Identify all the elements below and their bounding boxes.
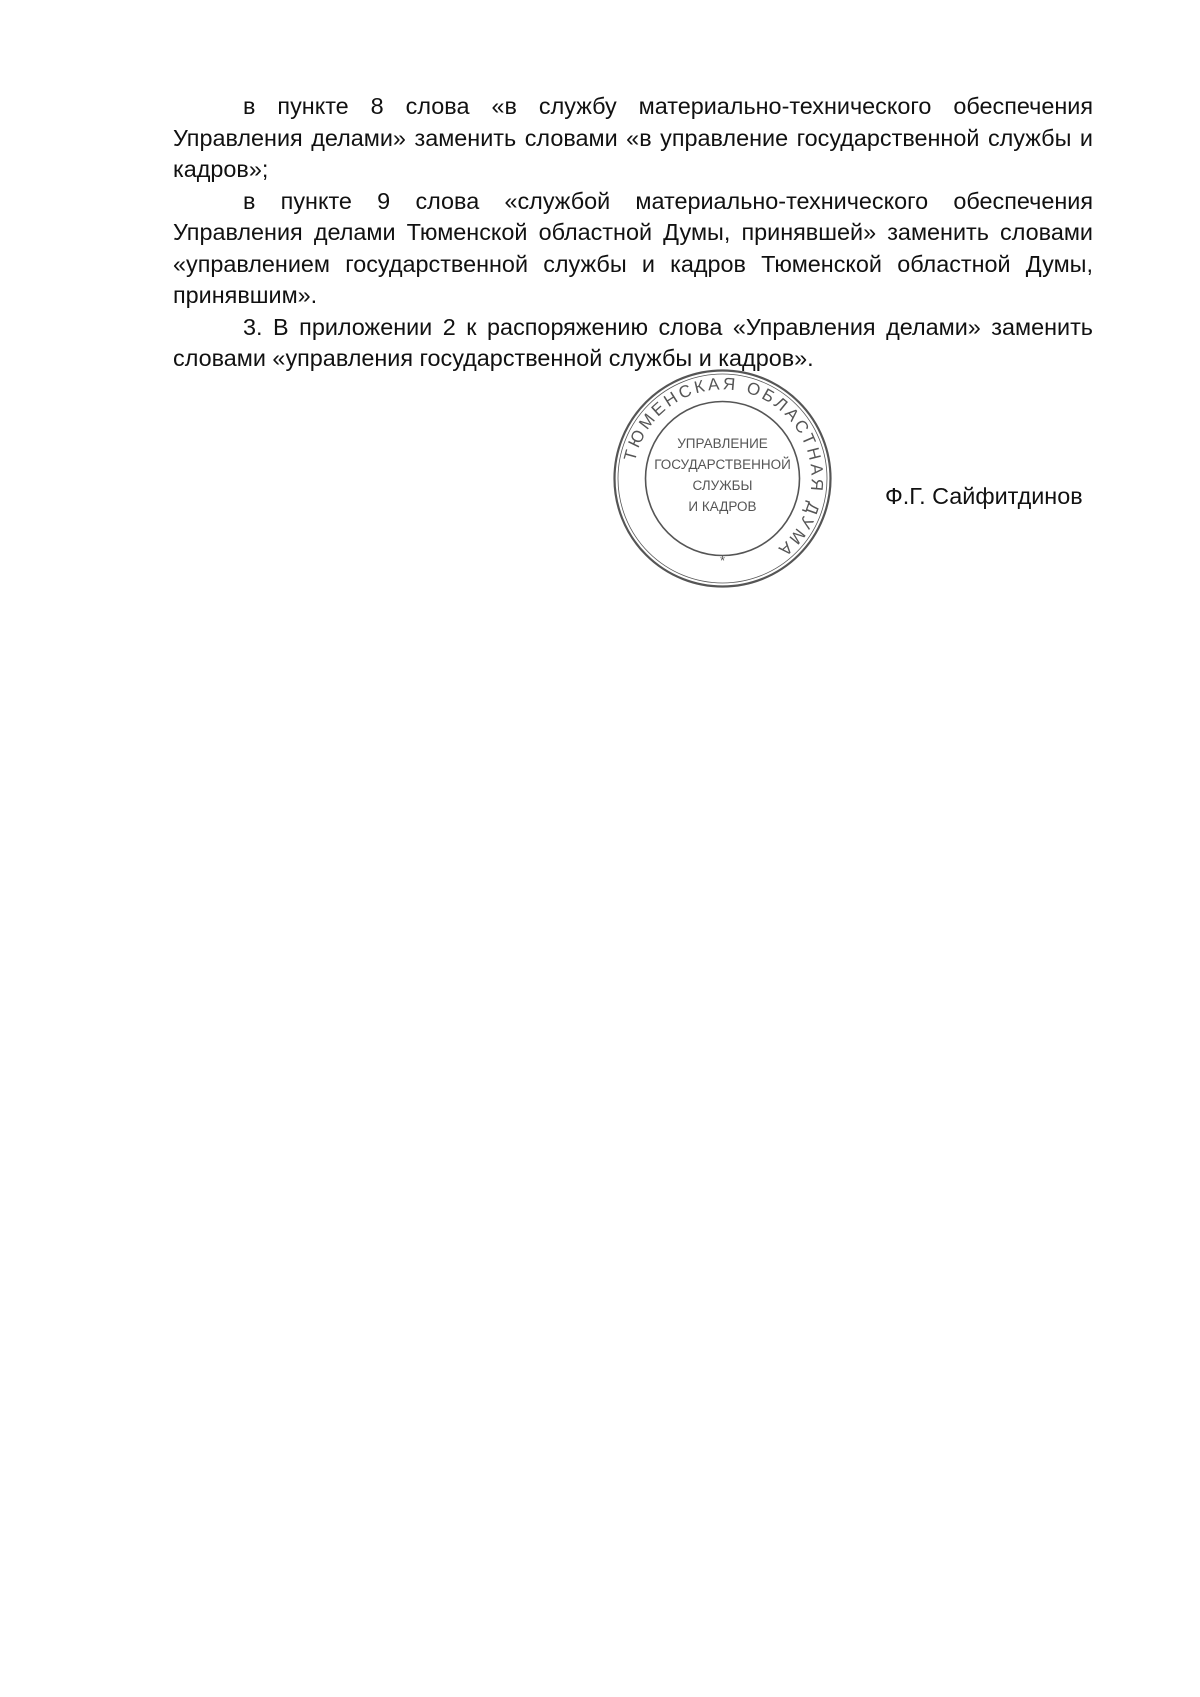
stamp-star: * bbox=[719, 553, 726, 568]
stamp-ring-text: ТЮМЕНСКАЯ ОБЛАСТНАЯ ДУМА bbox=[620, 374, 827, 562]
paragraph-point-8: в пункте 8 слова «в службу материально-технического обеспечения Управления делами» заменить словами «в управление государственной службы и кадров»; bbox=[173, 93, 1093, 182]
stamp-line-1: УПРАВЛЕНИЕ bbox=[677, 436, 768, 451]
stamp-line-2: ГОСУДАРСТВЕННОЙ bbox=[654, 457, 791, 472]
signatory-name: Ф.Г. Сайфитдинов bbox=[885, 483, 1083, 509]
paragraph-point-9: в пункте 9 слова «службой материально-технического обеспечения Управления делами Тюменской областной Думы, принявшей» заменить словами «управлением государственной службы и кадров Тюменской областной Думы, принявшим». bbox=[173, 187, 1093, 308]
stamp-line-3: СЛУЖБЫ bbox=[692, 478, 753, 493]
paragraph-appendix-2: 3. В приложении 2 к распоряжению слова «Управления делами» заменить словами «управления государственной службы и кадров». bbox=[173, 313, 1093, 371]
stamp-line-4: И КАДРОВ bbox=[688, 499, 757, 514]
stamp-seal-icon bbox=[610, 366, 835, 591]
official-stamp bbox=[610, 366, 835, 591]
document-body bbox=[173, 91, 1093, 375]
